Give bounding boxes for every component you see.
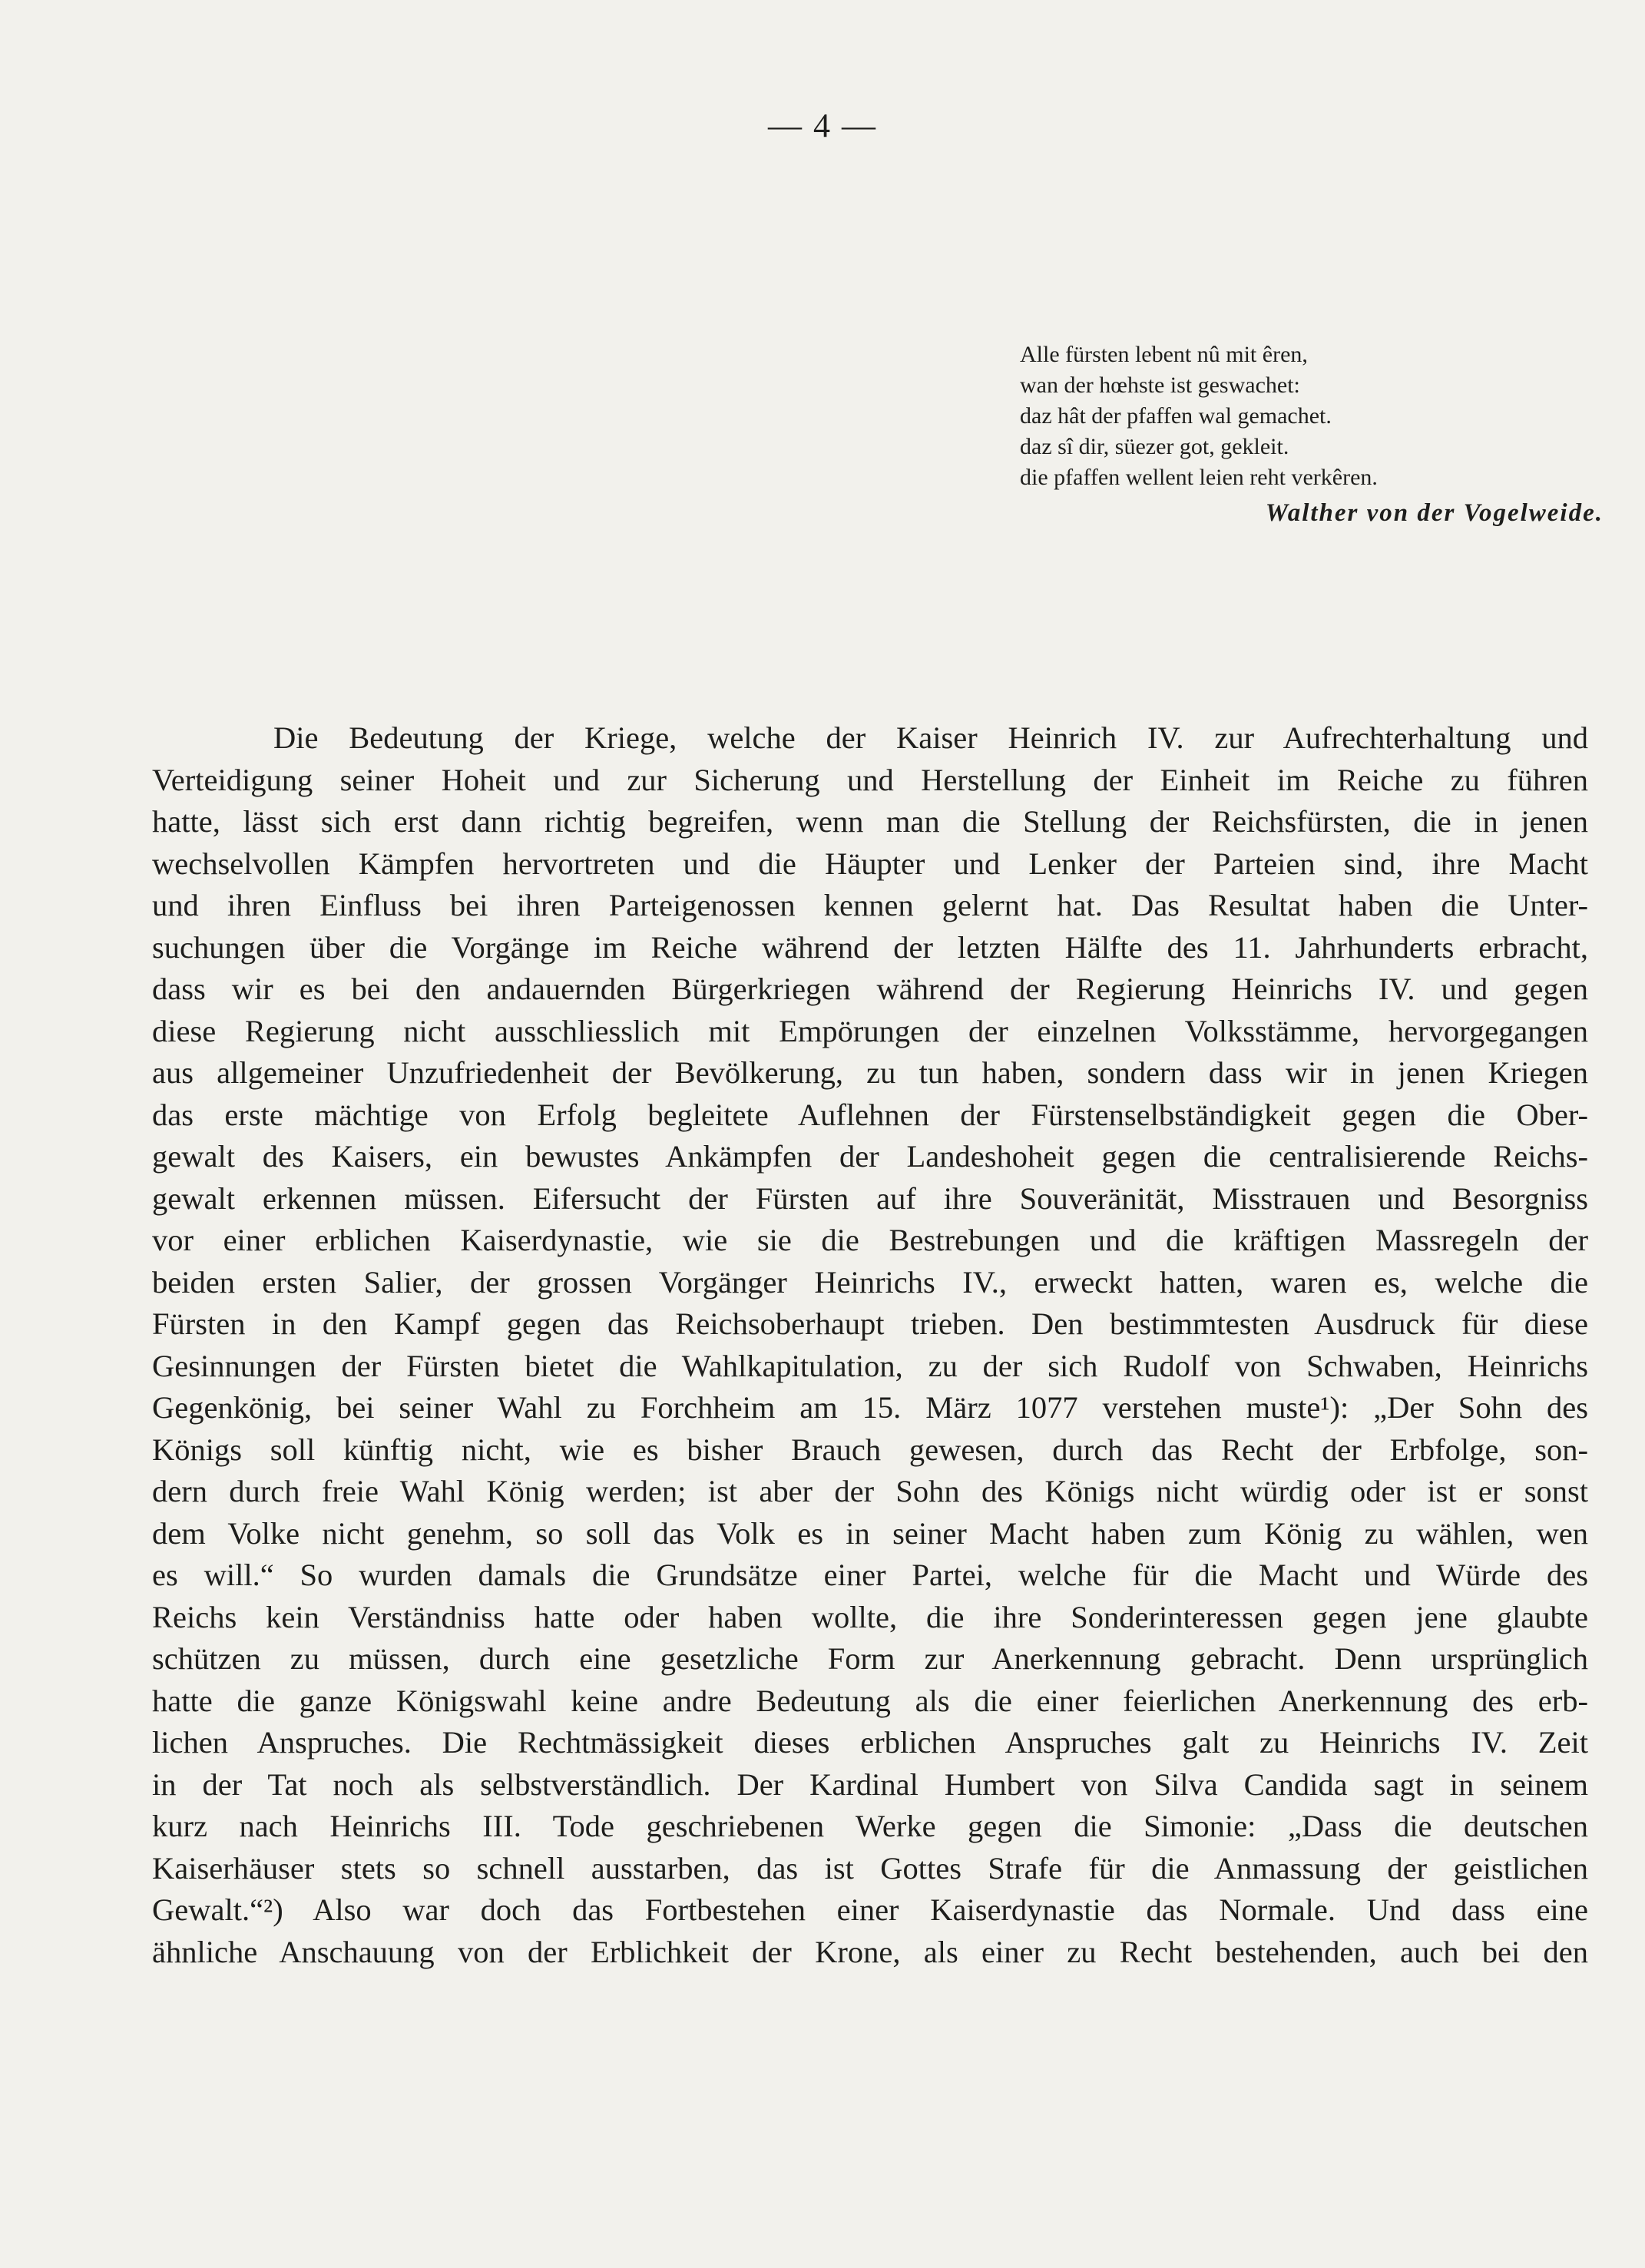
text-line: Reichs kein Verständniss hatte oder haben wollte, die ihre Sonderinteressen gegen jene glaubte bbox=[152, 1599, 1588, 1634]
epigraph-verse: daz sî dir, süezer got, gekleit. bbox=[1020, 434, 1289, 459]
epigraph-verse: die pfaffen wellent leien reht verkêren. bbox=[1020, 465, 1378, 490]
text-line: beiden ersten Salier, der grossen Vorgänger Heinrichs IV., erweckt hatten, waren es, welche die bbox=[152, 1264, 1588, 1300]
body-paragraph bbox=[152, 717, 1588, 1973]
epigraph-verse: Alle fürsten lebent nû mit êren, bbox=[1020, 342, 1308, 367]
text-line: gewalt des Kaisers, ein bewustes Ankämpfen der Landeshoheit gegen die centralisierende Reichs- bbox=[152, 1139, 1588, 1174]
text-line: vor einer erblichen Kaiserdynastie, wie sie die Bestrebungen und die kräftigen Massregeln der bbox=[152, 1223, 1588, 1257]
page-number: — 4 — bbox=[768, 107, 877, 144]
text-line: in der Tat noch als selbstverständlich. Der Kardinal Humbert von Silva Candida sagt in seinem bbox=[152, 1766, 1588, 1802]
text-line: wechselvollen Kämpfen hervortreten und die Häupter und Lenker der Parteien sind, ihre Macht bbox=[152, 846, 1588, 881]
text-line: diese Regierung nicht ausschliesslich mit Empörungen der einzelnen Volksstämme, hervorgegangen bbox=[152, 1013, 1588, 1048]
epigraph-verse: wan der hœhste ist geswachet: bbox=[1020, 372, 1300, 398]
text-line: dem Volke nicht genehm, so soll das Volk es in seiner Macht haben zum König zu wählen, wen bbox=[152, 1515, 1588, 1551]
text-line: Verteidigung seiner Hoheit und zur Sicherung und Herstellung der Einheit im Reiche zu führen bbox=[152, 762, 1588, 797]
text-line: lichen Anspruches. Die Rechtmässigkeit dieses erblichen Anspruches galt zu Heinrichs IV. Zeit bbox=[152, 1725, 1588, 1760]
text-line: dass wir es bei den andauernden Bürgerkriegen während der Regierung Heinrichs IV. und gegen bbox=[152, 972, 1588, 1006]
text-line: suchungen über die Vorgänge im Reiche während der letzten Hälfte des 11. Jahrhunderts erbracht, bbox=[152, 929, 1588, 965]
text-line: hatte, lässt sich erst dann richtig begreifen, wenn man die Stellung der Reichsfürsten, die in jenen bbox=[152, 804, 1588, 839]
text-line: Gesinnungen der Fürsten bietet die Wahlkapitulation, zu der sich Rudolf von Schwaben, Heinrichs bbox=[152, 1348, 1588, 1383]
text-line: Königs soll künftig nicht, wie es bisher Brauch gewesen, durch das Recht der Erbfolge, son- bbox=[152, 1432, 1588, 1467]
text-line: hatte die ganze Königswahl keine andre Bedeutung als die einer feierlichen Anerkennung des erb- bbox=[152, 1683, 1588, 1718]
text-line: es will.“ So wurden damals die Grundsätze einer Partei, welche für die Macht und Würde des bbox=[152, 1558, 1588, 1592]
text-line: und ihren Einfluss bei ihren Parteigenossen kennen gelernt hat. Das Resultat haben die Unter- bbox=[152, 888, 1588, 922]
text-line: gewalt erkennen müssen. Eifersucht der Fürsten auf ihre Souveränität, Misstrauen und Besorgniss bbox=[152, 1180, 1588, 1216]
epigraph-author: Walther von der Vogelweide. bbox=[1265, 499, 1604, 527]
text-line: aus allgemeiner Unzufriedenheit der Bevölkerung, zu tun haben, sondern dass wir in jenen Kriegen bbox=[152, 1055, 1588, 1090]
text-line: ähnliche Anschauung von der Erblichkeit der Krone, als einer zu Recht bestehenden, auch bei den bbox=[152, 1934, 1588, 1969]
text-line: Kaiserhäuser stets so schnell ausstarben, das ist Gottes Strafe für die Anmassung der geistlichen bbox=[152, 1850, 1588, 1886]
text-line: Gegenkönig, bei seiner Wahl zu Forchheim am 15. März 1077 verstehen muste¹): „Der Sohn des bbox=[152, 1390, 1588, 1425]
epigraph bbox=[1020, 339, 1604, 528]
text-line: Fürsten in den Kampf gegen das Reichsoberhaupt trieben. Den bestimmtesten Ausdruck für diese bbox=[152, 1306, 1588, 1341]
text-line: Die Bedeutung der Kriege, welche der Kaiser Heinrich IV. zur Aufrechterhaltung und bbox=[273, 720, 1588, 755]
text-line: dern durch freie Wahl König werden; ist aber der Sohn des Königs nicht würdig oder ist er sonst bbox=[152, 1474, 1588, 1508]
text-line: schützen zu müssen, durch eine gesetzliche Form zur Anerkennung gebracht. Denn ursprünglich bbox=[152, 1641, 1588, 1676]
text-line: das erste mächtige von Erfolg begleitete Auflehnen der Fürstenselbständigkeit gegen die Ober- bbox=[152, 1097, 1588, 1132]
text-line: Gewalt.“²) Also war doch das Fortbestehen einer Kaiserdynastie das Normale. Und dass eine bbox=[152, 1892, 1588, 1927]
epigraph-verse: daz hât der pfaffen wal gemachet. bbox=[1020, 403, 1332, 429]
text-line: kurz nach Heinrichs III. Tode geschriebenen Werke gegen die Simonie: „Dass die deutschen bbox=[152, 1809, 1588, 1843]
